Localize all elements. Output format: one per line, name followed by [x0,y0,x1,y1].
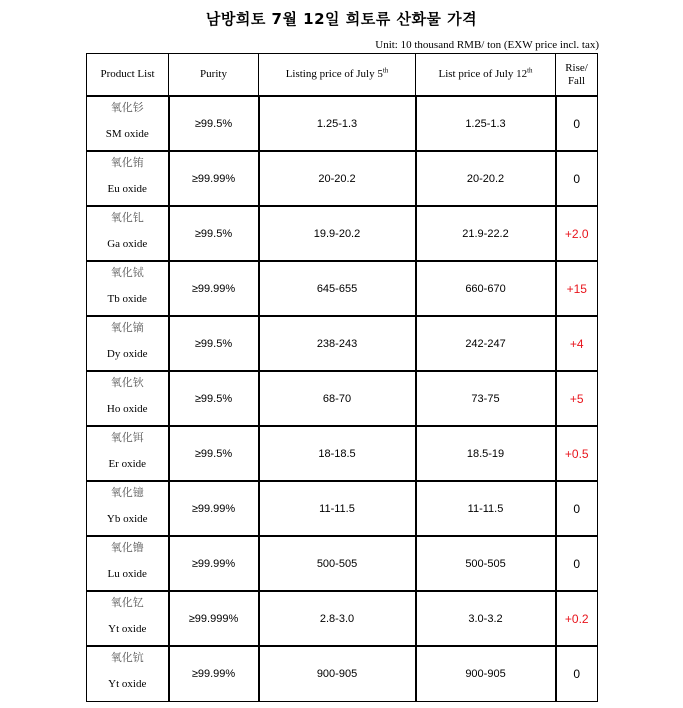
purity-cell: ≥99.99% [169,481,259,536]
purity-cell: ≥99.999% [169,591,259,646]
header-list-text: List price of July 12 [438,68,528,80]
change-cell: +0.5 [556,426,598,481]
unit-note: Unit: 10 thousand RMB/ ton (EXW price incl. tax) [375,39,599,51]
list-price-cell: 18.5-19 [416,426,556,481]
listing-price-cell: 1.25-1.3 [259,96,416,151]
header-listing-price [259,54,416,97]
list-price-cell: 73-75 [416,371,556,426]
header-rise-line2: Fall [567,74,586,87]
product-cell [87,316,169,371]
change-cell: 0 [556,96,598,151]
product-name-en: Eu oxide [107,182,147,195]
table-row [87,481,598,536]
header-product: Product List [87,54,169,97]
product-cell [87,371,169,426]
product-name-en: Dy oxide [106,347,148,360]
listing-price-cell: 645-655 [259,261,416,316]
price-table [86,53,598,702]
product-cell [87,536,169,591]
product-name-en: Yt oxide [108,622,147,635]
product-name-cn: 氧化铽 [110,265,144,279]
header-row [87,54,598,97]
product-cell [87,206,169,261]
product-name-en: SM oxide [105,127,149,140]
purity-cell: ≥99.99% [169,536,259,591]
product-name-cn: 氧化镝 [110,320,144,334]
listing-price-cell: 18-18.5 [259,426,416,481]
list-price-cell: 660-670 [416,261,556,316]
product-cell [87,646,169,701]
list-price-cell: 900-905 [416,646,556,701]
header-purity: Purity [169,54,259,97]
table-row [87,316,598,371]
table-row [87,261,598,316]
table-row [87,371,598,426]
purity-cell: ≥99.99% [169,151,259,206]
header-list-sup: th [527,66,533,75]
header-list-price [416,54,556,97]
list-price-cell: 11-11.5 [416,481,556,536]
product-name-cn: 氧化镥 [110,540,144,554]
product-name-en: Yt oxide [108,677,147,690]
product-name-cn: 氧化铕 [110,155,144,169]
product-cell [87,426,169,481]
list-price-cell: 242-247 [416,316,556,371]
list-price-cell: 1.25-1.3 [416,96,556,151]
purity-cell: ≥99.5% [169,206,259,261]
change-cell: 0 [556,646,598,701]
product-name-en: Yb oxide [106,512,148,525]
product-name-cn: 氧化钬 [110,375,144,389]
purity-cell: ≥99.5% [169,96,259,151]
product-name-cn: 氧化钐 [110,100,144,114]
product-name-cn: 氧化钇 [110,595,144,609]
product-name-cn: 氧化铒 [110,430,144,444]
listing-price-cell: 2.8-3.0 [259,591,416,646]
table-row [87,96,598,151]
header-rise-fall [556,54,598,97]
list-price-cell: 3.0-3.2 [416,591,556,646]
change-cell: +2.0 [556,206,598,261]
change-cell: +0.2 [556,591,598,646]
purity-cell: ≥99.5% [169,426,259,481]
change-cell: +4 [556,316,598,371]
product-cell [87,481,169,536]
product-name-cn: 氧化钆 [110,210,144,224]
table-row [87,151,598,206]
listing-price-cell: 11-11.5 [259,481,416,536]
purity-cell: ≥99.99% [169,646,259,701]
listing-price-cell: 900-905 [259,646,416,701]
page-title: 남방희토 7월 12일 희토류 산화물 가격 [205,10,478,28]
listing-price-cell: 19.9-20.2 [259,206,416,261]
listing-price-cell: 238-243 [259,316,416,371]
listing-price-cell: 500-505 [259,536,416,591]
product-name-en: Lu oxide [107,567,147,580]
change-cell: 0 [556,536,598,591]
product-name-en: Er oxide [108,457,147,470]
table-row [87,646,598,701]
product-name-cn: 氧化镱 [110,485,144,499]
product-name-en: Ga oxide [107,237,148,250]
table-row [87,206,598,261]
table-row [87,536,598,591]
purity-cell: ≥99.99% [169,261,259,316]
product-cell [87,151,169,206]
product-cell [87,591,169,646]
purity-cell: ≥99.5% [169,316,259,371]
product-cell [87,96,169,151]
list-price-cell: 500-505 [416,536,556,591]
header-listing-sup: th [382,66,389,75]
change-cell: 0 [556,481,598,536]
change-cell: +5 [556,371,598,426]
product-cell [87,261,169,316]
header-rise-line1: Rise/ [565,61,588,74]
product-name-en: Ho oxide [106,402,148,415]
product-name-cn: 氧化钪 [110,650,144,664]
listing-price-cell: 68-70 [259,371,416,426]
purity-cell: ≥99.5% [169,371,259,426]
header-listing-text: Listing price of July 5 [285,68,383,80]
change-cell: +15 [556,261,598,316]
product-name-en: Tb oxide [107,292,147,305]
table-row [87,426,598,481]
listing-price-cell: 20-20.2 [259,151,416,206]
list-price-cell: 21.9-22.2 [416,206,556,261]
table-row [87,591,598,646]
change-cell: 0 [556,151,598,206]
list-price-cell: 20-20.2 [416,151,556,206]
